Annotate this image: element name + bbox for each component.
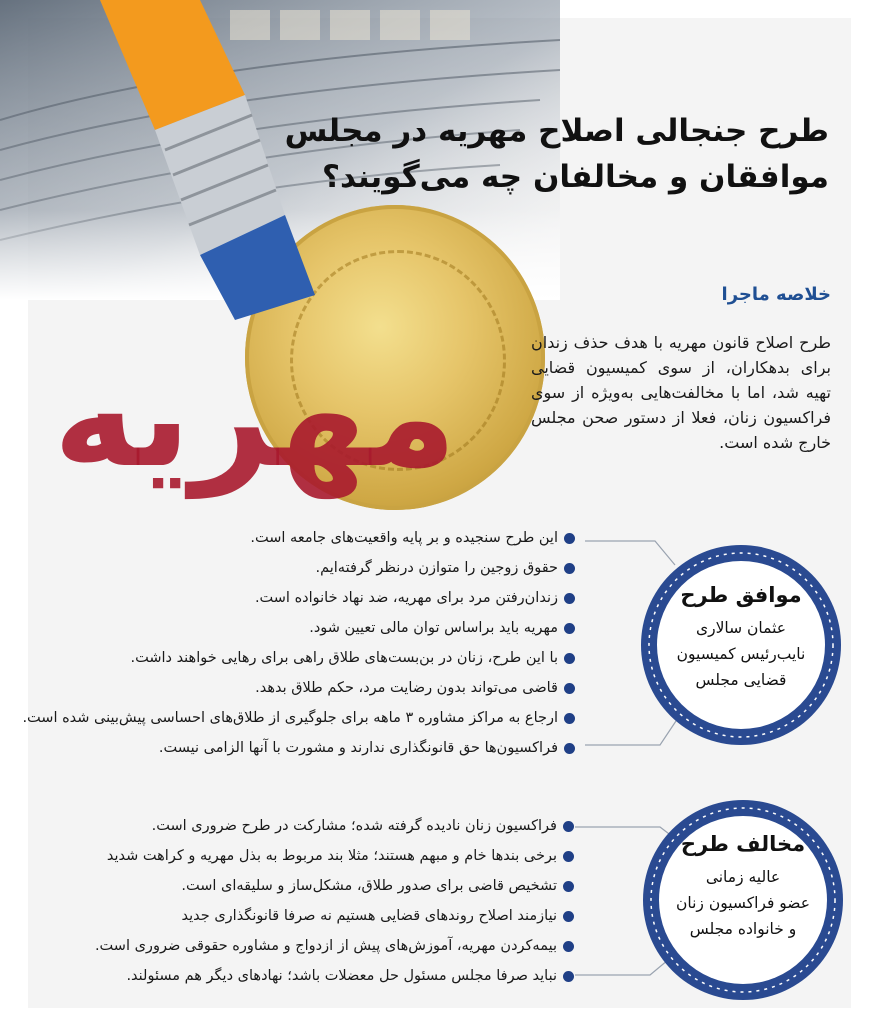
title-line-1: طرح جنجالی اصلاح مهریه در مجلس <box>284 113 829 149</box>
bullet-icon <box>564 743 575 754</box>
bullet-icon <box>564 593 575 604</box>
bullet-icon <box>563 881 574 892</box>
list-item: قاضی می‌تواند بدون رضایت مرد، حکم طلاق بدهد. <box>255 680 575 696</box>
supporter-points <box>15 530 575 760</box>
list-item: مهریه باید براساس توان مالی تعیین شود. <box>309 620 575 636</box>
opponent-role-2: و خانواده مجلس <box>689 920 797 938</box>
bullet-icon <box>564 623 575 634</box>
bullet-icon <box>564 563 575 574</box>
bullet-icon <box>563 911 574 922</box>
list-item: نیازمند اصلاح روندهای قضایی هستیم نه صرفا قانونگذاری جدید <box>181 908 574 924</box>
supporter-role-1: نایب‌رئیس کمیسیون <box>676 645 806 663</box>
opponent-seal-text <box>668 832 818 942</box>
supporter-role-2: قضایی مجلس <box>695 671 787 689</box>
summary-body: طرح اصلاح قانون مهریه با هدف حذف زندان برای بدهکاران، از سوی کمیسیون قضایی تهیه شد، اما با مخالفت‌هایی به‌ویژه از سوی فراکسیون زنان، فعلا از دستور صحن مجلس خارج شده است. <box>531 333 831 452</box>
opponent-points <box>14 818 574 993</box>
bullet-icon <box>564 533 575 544</box>
opponent-name: عالیه زمانی <box>705 868 781 886</box>
list-item: فراکسیون زنان نادیده گرفته شده؛ مشارکت در طرح ضروری است. <box>152 818 574 834</box>
list-item: با این طرح، زنان در بن‌بست‌های طلاق راهی برای رهایی خواهند داشت. <box>130 650 575 666</box>
opponent-role-1: عضو فراکسیون زنان <box>676 894 810 912</box>
list-item: فراکسیون‌ها حق قانونگذاری ندارند و مشورت با آنها الزامی نیست. <box>159 740 575 756</box>
bullet-icon <box>564 713 575 724</box>
bullet-icon <box>563 971 574 982</box>
list-item: برخی بندها خام و مبهم هستند؛ مثلا بند مربوط به بذل مهریه و کراهت شدید <box>107 848 574 864</box>
bullet-icon <box>564 683 575 694</box>
list-item: زندان‌رفتن مرد برای مهریه، ضد نهاد خانواده است. <box>255 590 575 606</box>
bullet-icon <box>563 851 574 862</box>
bullet-icon <box>564 653 575 664</box>
list-item: تشخیص قاضی برای صدور طلاق، مشکل‌ساز و سلیقه‌ای است. <box>181 878 574 894</box>
supporter-seal-text <box>666 583 816 693</box>
bullet-icon <box>563 821 574 832</box>
supporter-title: موافق طرح <box>680 583 802 607</box>
list-item: ارجاع به مراکز مشاوره ۳ ماهه برای جلوگیری از طلاق‌های احساسی پیش‌بینی شده است. <box>22 710 575 726</box>
list-item: حقوق زوجین را متوازن درنظر گرفته‌ایم. <box>315 560 575 576</box>
list-item: بیمه‌کردن مهریه، آموزش‌های پیش از ازدواج و مشاوره حقوقی ضروری است. <box>95 938 574 954</box>
title-line-2: موافقان و مخالفان چه می‌گویند؟ <box>322 159 829 195</box>
opponent-title: مخالف طرح <box>680 832 806 856</box>
list-item: این طرح سنجیده و بر پایه واقعیت‌های جامعه است. <box>250 530 575 546</box>
bullet-icon <box>563 941 574 952</box>
list-item: نباید صرفا مجلس مسئول حل معضلات باشد؛ نهادهای دیگر هم مسئولند. <box>126 968 574 984</box>
supporter-name: عثمان سالاری <box>695 619 787 637</box>
summary-heading: خلاصه ماجرا <box>721 284 831 305</box>
stamp-word-text: مهریه <box>53 336 457 499</box>
